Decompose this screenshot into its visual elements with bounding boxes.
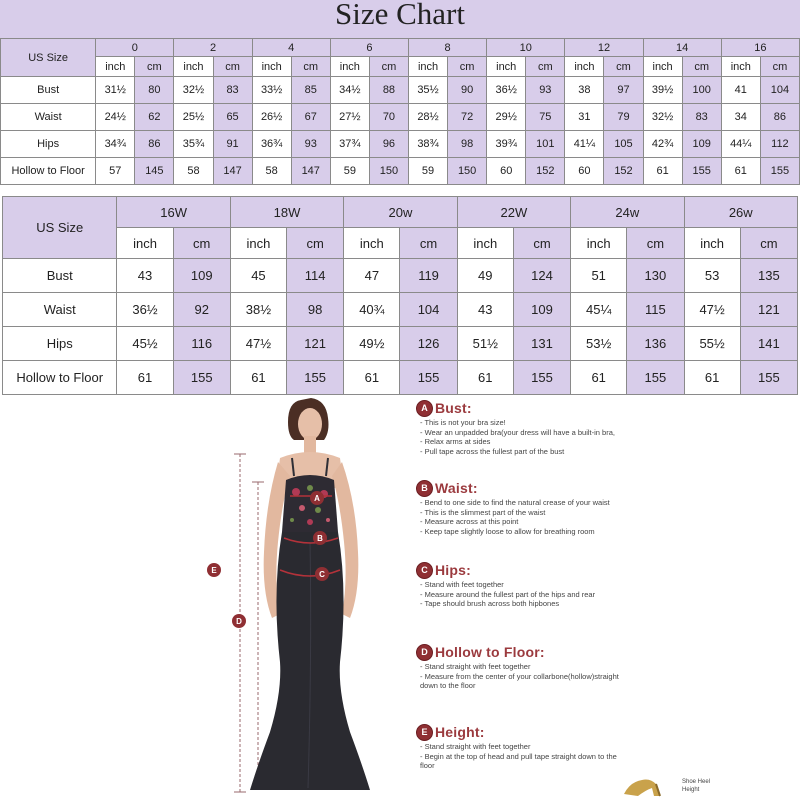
unit-inch-cell: inch — [330, 57, 369, 77]
svg-text:A: A — [314, 494, 320, 503]
unit-cm-cell: cm — [627, 228, 684, 259]
table-cell: 152 — [604, 158, 643, 185]
section-title: Hollow to Floor: — [435, 644, 545, 660]
table-cell: 58 — [252, 158, 291, 185]
unit-inch-cell: inch — [252, 57, 291, 77]
unit-inch-cell: inch — [721, 57, 760, 77]
instruction-list — [414, 742, 800, 771]
row-label: Hips — [3, 327, 117, 361]
row-header-us-size: US Size — [3, 197, 117, 259]
instruction-line: - Tape should brush across both hipbones — [420, 599, 560, 608]
table-cell: 147 — [291, 158, 330, 185]
shoe-label-line: Shoe Heel — [682, 779, 711, 785]
size-header-cell: 4 — [252, 39, 330, 57]
table-cell: 155 — [400, 361, 457, 395]
table-cell: 105 — [604, 131, 643, 158]
section-badge: D — [416, 644, 433, 661]
svg-text:E: E — [211, 566, 217, 575]
table-cell: 61 — [643, 158, 682, 185]
table-cell: 155 — [287, 361, 344, 395]
table-cell: 39½ — [643, 77, 682, 104]
shoe-heel-icon — [620, 772, 666, 800]
table-cell: 80 — [135, 77, 174, 104]
table-cell: 40¾ — [344, 293, 400, 327]
table-cell: 60 — [565, 158, 604, 185]
size-header-row — [3, 197, 798, 228]
instruction-line: - Pull tape across the fullest part of the bust — [420, 446, 565, 456]
instruction-line: - Measure around the fullest part of the hips and rear — [420, 589, 596, 599]
unit-inch-cell: inch — [571, 228, 627, 259]
size-header-cell: 16W — [117, 197, 230, 228]
table-cell: 35¾ — [174, 131, 213, 158]
table-cell: 109 — [513, 293, 570, 327]
table-cell: 155 — [627, 361, 684, 395]
marker-c — [315, 567, 329, 581]
section-header — [414, 398, 800, 418]
measurement-instructions — [414, 392, 800, 800]
table-cell: 101 — [526, 131, 565, 158]
unit-inch-cell: inch — [117, 228, 173, 259]
size-header-cell: 18W — [230, 197, 343, 228]
table-cell: 57 — [96, 158, 135, 185]
instruction-line: - This is the slimmest part of the waist — [420, 507, 546, 517]
table-cell: 155 — [173, 361, 230, 395]
table-cell: 34½ — [330, 77, 369, 104]
marker-b — [313, 531, 327, 545]
instruction-list — [414, 418, 800, 456]
instruction-line: - Stand straight with feet together — [420, 662, 531, 671]
table-cell: 33½ — [252, 77, 291, 104]
marker-e — [207, 563, 221, 577]
unit-inch-cell: inch — [684, 228, 740, 259]
instruction-line: - Stand straight with feet together — [420, 742, 531, 751]
table-cell: 42¾ — [643, 131, 682, 158]
table-cell: 114 — [287, 259, 344, 293]
marker-a — [310, 491, 324, 505]
table-cell: 100 — [682, 77, 721, 104]
row-label: Waist — [1, 104, 96, 131]
table-cell: 109 — [682, 131, 721, 158]
table-cell: 130 — [627, 259, 684, 293]
shoe-heel-label — [682, 778, 710, 794]
size-header-cell: 26w — [684, 197, 797, 228]
table-cell: 93 — [526, 77, 565, 104]
table-cell: 126 — [400, 327, 457, 361]
instruction-list — [414, 498, 800, 536]
marker-d — [232, 614, 246, 628]
table-cell: 93 — [291, 131, 330, 158]
table-cell: 124 — [513, 259, 570, 293]
table-cell: 131 — [513, 327, 570, 361]
size-header-cell: 0 — [96, 39, 174, 57]
table-cell: 61 — [230, 361, 286, 395]
unit-inch-cell: inch — [457, 228, 513, 259]
table-cell: 62 — [135, 104, 174, 131]
table-cell: 31 — [565, 104, 604, 131]
table-cell: 47½ — [684, 293, 740, 327]
table-cell: 70 — [369, 104, 408, 131]
unit-cm-cell: cm — [287, 228, 344, 259]
table-cell: 58 — [174, 158, 213, 185]
table-cell: 136 — [627, 327, 684, 361]
table-cell: 109 — [173, 259, 230, 293]
title-bar — [0, 0, 800, 39]
size-header-cell: 16 — [721, 39, 799, 57]
instruction-section — [414, 722, 800, 771]
table-row — [1, 104, 800, 131]
table-cell: 38½ — [230, 293, 286, 327]
table-cell: 61 — [721, 158, 760, 185]
table-cell: 37¾ — [330, 131, 369, 158]
unit-cm-cell: cm — [604, 57, 643, 77]
model-illustration — [200, 392, 410, 800]
table-cell: 61 — [571, 361, 627, 395]
table-cell: 45 — [230, 259, 286, 293]
unit-cm-cell: cm — [760, 57, 799, 77]
table-cell: 150 — [448, 158, 487, 185]
table-cell: 61 — [684, 361, 740, 395]
table-cell: 61 — [344, 361, 400, 395]
table-cell: 150 — [369, 158, 408, 185]
unit-inch-cell: inch — [96, 57, 135, 77]
table-cell: 53½ — [571, 327, 627, 361]
table-cell: 147 — [213, 158, 252, 185]
table-cell: 98 — [287, 293, 344, 327]
table-cell: 121 — [740, 293, 797, 327]
table-cell: 119 — [400, 259, 457, 293]
table-cell: 41 — [721, 77, 760, 104]
svg-text:B: B — [317, 534, 323, 543]
table-cell: 104 — [400, 293, 457, 327]
table-cell: 44¼ — [721, 131, 760, 158]
row-header-us-size: US Size — [1, 39, 96, 77]
instruction-line: - Measure across at this point — [420, 517, 519, 526]
unit-inch-cell: inch — [344, 228, 400, 259]
table-cell: 38 — [565, 77, 604, 104]
table-cell: 55½ — [684, 327, 740, 361]
unit-cm-cell: cm — [291, 57, 330, 77]
table-cell: 45¼ — [571, 293, 627, 327]
instruction-list — [414, 580, 800, 609]
size-header-cell: 20w — [344, 197, 457, 228]
size-header-cell: 24w — [571, 197, 684, 228]
table-cell: 98 — [448, 131, 487, 158]
unit-inch-cell: inch — [408, 57, 447, 77]
table-cell: 53 — [684, 259, 740, 293]
table-cell: 135 — [740, 259, 797, 293]
instruction-line: - Stand with feet together — [420, 580, 504, 589]
unit-inch-cell: inch — [643, 57, 682, 77]
table-cell: 141 — [740, 327, 797, 361]
table-cell: 47 — [344, 259, 400, 293]
table-cell: 104 — [760, 77, 799, 104]
unit-inch-cell: inch — [230, 228, 286, 259]
table-row — [3, 327, 798, 361]
unit-cm-cell: cm — [448, 57, 487, 77]
section-header — [414, 642, 800, 662]
instruction-section — [414, 398, 800, 456]
table-row — [3, 293, 798, 327]
size-header-cell: 8 — [408, 39, 486, 57]
size-table-standard — [0, 38, 800, 185]
table-cell: 96 — [369, 131, 408, 158]
table-cell: 72 — [448, 104, 487, 131]
table-cell: 86 — [135, 131, 174, 158]
unit-inch-cell: inch — [487, 57, 526, 77]
table-cell: 61 — [457, 361, 513, 395]
section-badge: B — [416, 480, 433, 497]
table-cell: 28½ — [408, 104, 447, 131]
unit-inch-cell: inch — [174, 57, 213, 77]
row-label: Hollow to Floor — [1, 158, 96, 185]
table-cell: 155 — [740, 361, 797, 395]
table-cell: 38¾ — [408, 131, 447, 158]
unit-cm-cell: cm — [682, 57, 721, 77]
table-cell: 86 — [760, 104, 799, 131]
size-header-cell: 10 — [487, 39, 565, 57]
instruction-line: - Keep tape slightly loose to allow for breathing room — [420, 526, 595, 536]
unit-cm-cell: cm — [213, 57, 252, 77]
table-cell: 83 — [213, 77, 252, 104]
table-cell: 36¾ — [252, 131, 291, 158]
measurement-guide — [0, 392, 800, 800]
table-cell: 27½ — [330, 104, 369, 131]
unit-cm-cell: cm — [526, 57, 565, 77]
instruction-line: - Wear an unpadded bra(your dress will have a built-in bra, — [420, 427, 615, 437]
table-cell: 34 — [721, 104, 760, 131]
instruction-section — [414, 478, 800, 536]
table-cell: 47½ — [230, 327, 286, 361]
table-cell: 29½ — [487, 104, 526, 131]
unit-cm-cell: cm — [400, 228, 457, 259]
table-cell: 75 — [526, 104, 565, 131]
section-badge: E — [416, 724, 433, 741]
table-row — [1, 158, 800, 185]
table-cell: 36½ — [487, 77, 526, 104]
unit-cm-cell: cm — [369, 57, 408, 77]
table-cell: 43 — [117, 259, 173, 293]
unit-header-row — [1, 57, 800, 77]
table-cell: 92 — [173, 293, 230, 327]
table-cell: 83 — [682, 104, 721, 131]
unit-cm-cell: cm — [513, 228, 570, 259]
instruction-line: floor — [420, 761, 435, 770]
size-header-cell: 6 — [330, 39, 408, 57]
unit-cm-cell: cm — [135, 57, 174, 77]
svg-text:D: D — [236, 617, 242, 626]
table-cell: 32½ — [174, 77, 213, 104]
section-header — [414, 722, 800, 742]
table-cell: 51½ — [457, 327, 513, 361]
section-title: Bust: — [435, 400, 472, 416]
table-cell: 88 — [369, 77, 408, 104]
table-cell: 49½ — [344, 327, 400, 361]
instruction-line: - Bend to one side to find the natural crease of your waist — [420, 498, 610, 507]
instruction-line: - Begin at the top of head and pull tape straight down to the — [420, 751, 617, 761]
row-label: Bust — [1, 77, 96, 104]
table-cell: 34¾ — [96, 131, 135, 158]
instruction-line: - Measure from the center of your collarbone(hollow)straight — [420, 671, 619, 681]
shoe-label-line: Height — [682, 787, 700, 793]
table-cell: 41¼ — [565, 131, 604, 158]
table-cell: 65 — [213, 104, 252, 131]
section-title: Waist: — [435, 480, 478, 496]
section-badge: A — [416, 400, 433, 417]
table-cell: 24½ — [96, 104, 135, 131]
table-cell: 51 — [571, 259, 627, 293]
unit-cm-cell: cm — [173, 228, 230, 259]
section-header — [414, 478, 800, 498]
table-cell: 121 — [287, 327, 344, 361]
table-cell: 31½ — [96, 77, 135, 104]
table-cell: 97 — [604, 77, 643, 104]
table-cell: 152 — [526, 158, 565, 185]
table-row — [3, 259, 798, 293]
size-header-cell: 2 — [174, 39, 252, 57]
row-label: Bust — [3, 259, 117, 293]
table-cell: 59 — [408, 158, 447, 185]
table-row — [1, 131, 800, 158]
size-header-cell: 14 — [643, 39, 721, 57]
table-cell: 60 — [487, 158, 526, 185]
size-header-cell: 12 — [565, 39, 643, 57]
row-label: Waist — [3, 293, 117, 327]
table-cell: 145 — [135, 158, 174, 185]
table-cell: 116 — [173, 327, 230, 361]
table-cell: 61 — [117, 361, 173, 395]
table-cell: 26½ — [252, 104, 291, 131]
size-header-row — [1, 39, 800, 57]
section-title: Hips: — [435, 562, 471, 578]
table-cell: 35½ — [408, 77, 447, 104]
table-cell: 79 — [604, 104, 643, 131]
table-cell: 85 — [291, 77, 330, 104]
table-cell: 67 — [291, 104, 330, 131]
instruction-line: - This is not your bra size! — [420, 418, 506, 427]
table-cell: 39¾ — [487, 131, 526, 158]
table-cell: 43 — [457, 293, 513, 327]
page-title: Size Chart — [335, 0, 465, 31]
table-cell: 45½ — [117, 327, 173, 361]
table-cell: 59 — [330, 158, 369, 185]
table-cell: 90 — [448, 77, 487, 104]
table-row — [1, 77, 800, 104]
table-cell: 32½ — [643, 104, 682, 131]
instruction-section — [414, 642, 800, 691]
section-badge: C — [416, 562, 433, 579]
instruction-line: down to the floor — [420, 681, 476, 690]
section-header — [414, 560, 800, 580]
instruction-list — [414, 662, 800, 691]
instruction-section — [414, 560, 800, 609]
unit-cm-cell: cm — [740, 228, 797, 259]
svg-text:C: C — [319, 570, 325, 579]
section-title: Height: — [435, 724, 485, 740]
table-cell: 36½ — [117, 293, 173, 327]
table-cell: 49 — [457, 259, 513, 293]
row-label: Hollow to Floor — [3, 361, 117, 395]
table-cell: 155 — [513, 361, 570, 395]
row-label: Hips — [1, 131, 96, 158]
size-table-plus — [2, 196, 798, 395]
table-cell: 112 — [760, 131, 799, 158]
table-row — [3, 361, 798, 395]
table-cell: 91 — [213, 131, 252, 158]
unit-header-row — [3, 228, 798, 259]
table-cell: 25½ — [174, 104, 213, 131]
table-cell: 115 — [627, 293, 684, 327]
size-header-cell: 22W — [457, 197, 570, 228]
table-cell: 155 — [760, 158, 799, 185]
table-cell: 155 — [682, 158, 721, 185]
instruction-line: - Relax arms at sides — [420, 437, 491, 446]
unit-inch-cell: inch — [565, 57, 604, 77]
